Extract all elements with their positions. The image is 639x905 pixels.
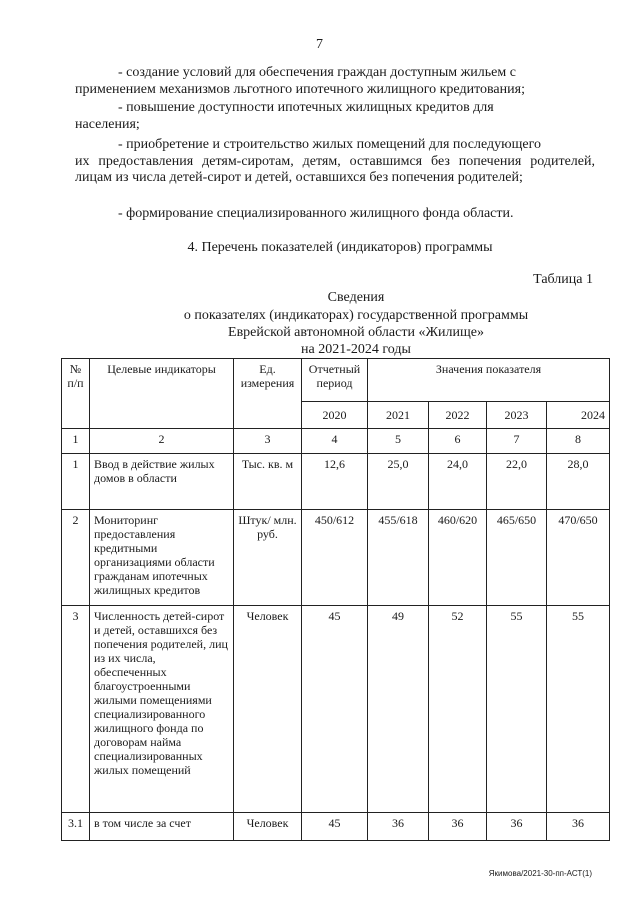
value-cell: 22,0 <box>487 454 547 510</box>
bullet-item <box>75 206 595 223</box>
value-cell: 45 <box>302 606 368 813</box>
header-num: № п/п <box>62 359 90 429</box>
column-number: 1 <box>62 429 90 454</box>
indicator-name: Численность детей-сирот и детей, оставшихся без попечения родителей, лиц из их числа, обеспеченных благоустроенными жилыми помещениями специализированного жилищного фонда по договорам найма специализированных жилых помещений <box>90 606 234 813</box>
indicator-name: в том числе за счет <box>90 813 234 841</box>
header-report-period: Отчетный период <box>302 359 368 402</box>
table-row <box>62 454 610 510</box>
value-cell: 460/620 <box>429 510 487 606</box>
caption-line: на 2021-2024 годы <box>301 342 411 357</box>
value-cell: 455/618 <box>368 510 429 606</box>
value-cell: 450/612 <box>302 510 368 606</box>
unit-cell: Штук/ млн. руб. <box>234 510 302 606</box>
table-row <box>62 510 610 606</box>
year-cell: 2021 <box>368 402 429 429</box>
bullet-continuation: населения; <box>75 116 140 132</box>
column-number: 2 <box>90 429 234 454</box>
table-row <box>62 606 610 813</box>
row-number: 3.1 <box>62 813 90 841</box>
column-number: 7 <box>487 429 547 454</box>
bullet-item <box>75 65 595 98</box>
column-number: 4 <box>302 429 368 454</box>
value-cell: 45 <box>302 813 368 841</box>
bullet-first-line: - формирование специализированного жилищного фонда области. <box>118 206 514 221</box>
table-label: Таблица 1 <box>533 272 593 287</box>
header-unit: Ед. измерения <box>234 359 302 429</box>
value-cell: 470/650 <box>547 510 610 606</box>
value-cell: 55 <box>487 606 547 813</box>
indicator-name: Ввод в действие жилых домов в области <box>90 454 234 510</box>
value-cell: 52 <box>429 606 487 813</box>
year-cell: 2020 <box>302 402 368 429</box>
year-cell: 2022 <box>429 402 487 429</box>
bullet-continuation: применением механизмов льготного ипотечного жилищного кредитования; <box>75 81 525 97</box>
column-number-row <box>62 429 610 454</box>
header-values: Значения показателя <box>368 359 610 402</box>
bullet-item <box>75 100 595 133</box>
column-number: 8 <box>547 429 610 454</box>
section-heading: 4. Перечень показателей (индикаторов) программы <box>187 240 493 255</box>
unit-cell: Человек <box>234 606 302 813</box>
column-number: 5 <box>368 429 429 454</box>
unit-cell: Человек <box>234 813 302 841</box>
value-cell: 36 <box>368 813 429 841</box>
value-cell: 24,0 <box>429 454 487 510</box>
caption-line: о показателях (индикаторах) государственной программы <box>183 308 529 323</box>
value-cell: 36 <box>429 813 487 841</box>
value-cell: 25,0 <box>368 454 429 510</box>
table-header-row <box>62 359 610 402</box>
header-indicator: Целевые индикаторы <box>90 359 234 429</box>
year-cell: 2023 <box>487 402 547 429</box>
value-cell: 49 <box>368 606 429 813</box>
caption-line: Сведения <box>327 290 385 305</box>
page-number: 7 <box>316 37 323 52</box>
bullet-first-line: - создание условий для обеспечения граждан доступным жильем с <box>118 65 516 80</box>
caption-line: Еврейской автономной области «Жилище» <box>228 325 484 340</box>
column-number: 6 <box>429 429 487 454</box>
bullet-first-line: - повышение доступности ипотечных жилищных кредитов для <box>118 100 494 115</box>
row-number: 1 <box>62 454 90 510</box>
value-cell: 465/650 <box>487 510 547 606</box>
unit-cell: Тыс. кв. м <box>234 454 302 510</box>
footer-note: Якимова/2021-30-пп-АСТ(1) <box>488 869 592 878</box>
table-row <box>62 813 610 841</box>
value-cell: 12,6 <box>302 454 368 510</box>
value-cell: 36 <box>547 813 610 841</box>
bullet-continuation: их предоставления детям-сиротам, детям, оставшимся без попечения родителей, лицам из числа детей-сирот и детей, оставшихся без попечения родителей; <box>75 153 595 185</box>
value-cell: 28,0 <box>547 454 610 510</box>
indicators-table <box>61 358 610 841</box>
bullet-first-line: - приобретение и строительство жилых помещений для последующего <box>118 137 541 152</box>
row-number: 2 <box>62 510 90 606</box>
value-cell: 36 <box>487 813 547 841</box>
value-cell: 55 <box>547 606 610 813</box>
bullet-item <box>75 137 595 187</box>
year-cell: 2024 <box>547 402 610 429</box>
row-number: 3 <box>62 606 90 813</box>
indicator-name: Мониторинг предоставления кредитными организациями области гражданам ипотечных жилищных кредитов <box>90 510 234 606</box>
column-number: 3 <box>234 429 302 454</box>
